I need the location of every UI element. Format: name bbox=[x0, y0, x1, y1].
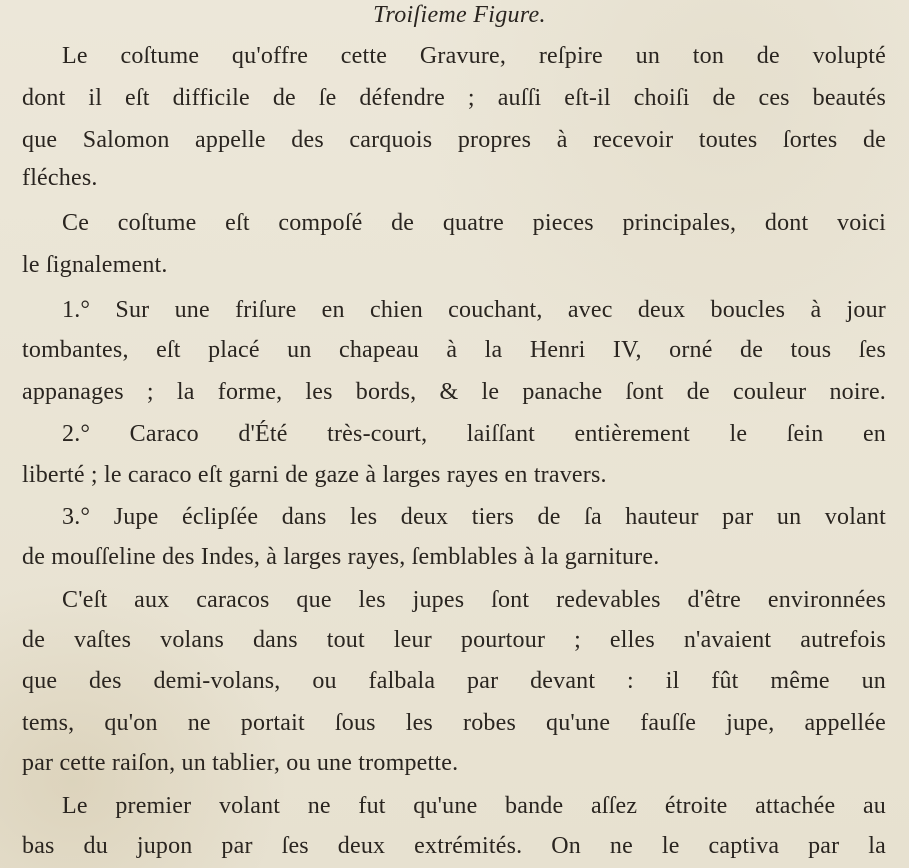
text-line: dont il eſt difficile de ſe défendre ; auſſi eſt-il choiſi de ces beautés bbox=[22, 85, 886, 111]
text-line: appanages ; la forme, les bords, & le panache ſont de couleur noire. bbox=[22, 379, 886, 405]
text-line: Le premier volant ne fut qu'une bande aſſez étroite attachée au bbox=[62, 793, 886, 819]
text-line: fléches. bbox=[22, 165, 98, 191]
text-line: 3.° Jupe éclipſée dans les deux tiers de ſa hauteur par un volant bbox=[62, 504, 886, 530]
text-line: liberté ; le caraco eſt garni de gaze à larges rayes en travers. bbox=[22, 462, 607, 488]
text-line: 1.° Sur une friſure en chien couchant, avec deux boucles à jour bbox=[62, 297, 886, 323]
text-line: que des demi-volans, ou falbala par devant : il fût même un bbox=[22, 668, 886, 694]
text-line: le ſignalement. bbox=[22, 252, 168, 278]
text-line: 2.° Caraco d'Été très-court, laiſſant entièrement le ſein en bbox=[62, 421, 886, 447]
text-line: que Salomon appelle des carquois propres à recevoir toutes ſortes de bbox=[22, 127, 886, 153]
text-line: par cette raiſon, un tablier, ou une trompette. bbox=[22, 750, 459, 776]
text-line: Ce coſtume eſt compoſé de quatre pieces principales, dont voici bbox=[62, 210, 886, 236]
section-heading: Troiſieme Figure. bbox=[373, 2, 546, 28]
text-line: Le coſtume qu'offre cette Gravure, reſpire un ton de volupté bbox=[62, 43, 886, 69]
text-line: C'eſt aux caracos que les jupes ſont redevables d'être environnées bbox=[62, 587, 886, 613]
text-line: bas du jupon par ſes deux extrémités. On ne le captiva par la bbox=[22, 833, 886, 859]
text-line: tems, qu'on ne portait ſous les robes qu'une fauſſe jupe, appellée bbox=[22, 710, 886, 736]
text-line: de vaſtes volans dans tout leur pourtour ; elles n'avaient autrefois bbox=[22, 627, 886, 653]
text-line: tombantes, eſt placé un chapeau à la Henri IV, orné de tous ſes bbox=[22, 337, 886, 363]
text-line: de mouſſeline des Indes, à larges rayes, ſemblables à la garniture. bbox=[22, 544, 660, 570]
